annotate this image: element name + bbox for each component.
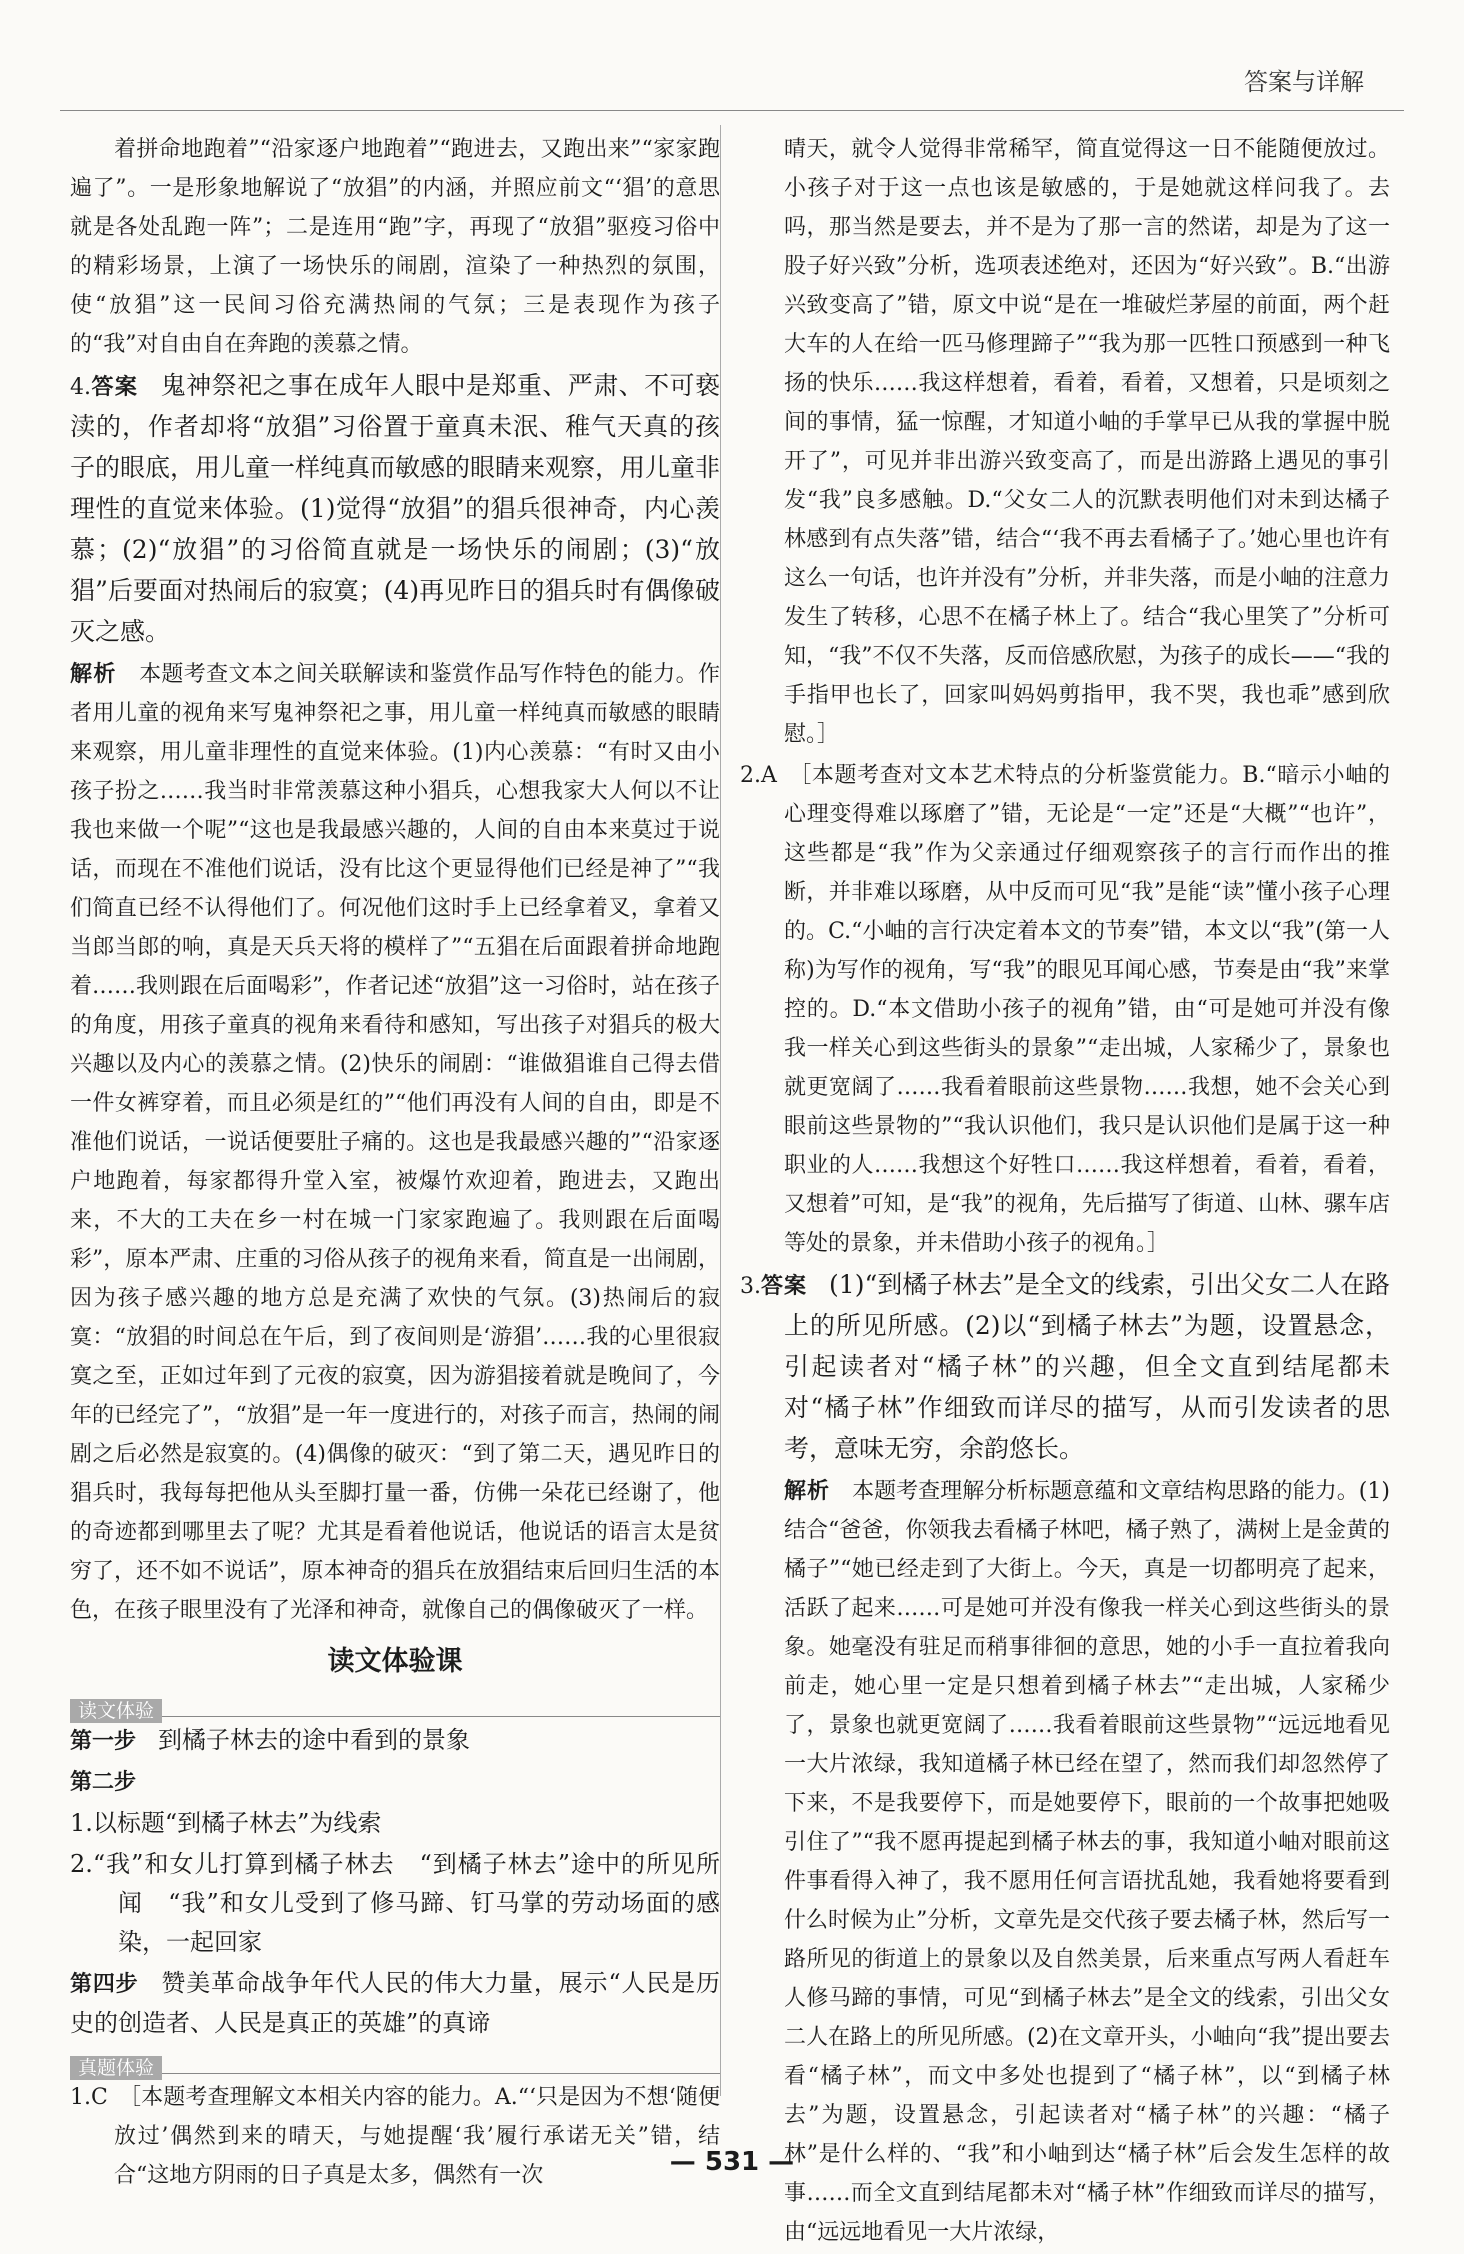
analysis-label: 解析 — [784, 1479, 831, 1504]
step-2-title: 第二步 — [70, 1770, 137, 1795]
question-4-answer-text: 鬼神祭祀之事在成年人眼中是郑重、严肃、不可亵渎的，作者却将“放猖”习俗置于童真未泯、稚气天真的孩子的眼底，用儿童一样纯真而敏感的眼睛来观察，用儿童非理性的直觉来体验。(1)觉得“放猖”的猖兵很神奇，内心羡慕；(2)“放猖”的习俗简直就是一场快乐的闹剧；(3)“放猖”后要面对热闹后的寂寞；(4)再见昨日的猖兵时有偶像破灭之感。 — [70, 371, 721, 646]
header-rule — [60, 110, 1404, 111]
tag-exam-experience: 真题体验 — [70, 2056, 162, 2080]
page-number: — 531 — — [669, 2147, 795, 2177]
tag-row-exam — [70, 2048, 720, 2079]
question-3-number: 3. — [740, 1274, 761, 1299]
question-3-analysis — [740, 1472, 1390, 2252]
question-3-analysis-text: 本题考查理解分析标题意蕴和文章结构思路的能力。(1)结合“爸爸，你领我去看橘子林吧，橘子熟了，满树上是金黄的橘子”“她已经走到了大街上。今天，真是一切都明亮了起来，活跃了起来……可是她可并没有像我一样关心到这些街头的景象。她毫没有驻足而稍事徘徊的意思，她的小手一直拉着我向前走，她心里一定是只想着到橘子林去”“走出城，人家稀少了，景象也就更宽阔了……我看着眼前这些景物”“远远地看见一大片浓绿，我知道橘子林已经在望了，然而我们却忽然停了下来，不是我要停下，而是她要停下，眼前的一个故事把她吸引住了”“我不愿再提起到橘子林去的事，我知道小岫对眼前这件事看得入神了，我不愿用任何言语扰乱她，我看她将要看到什么时候为止”分析，文章先是交代孩子要去橘子林，然后写一路所见的街道上的景象以及自然美景，后来重点写两人看赶车人修马蹄的事情，可见“到橘子林去”是全文的线索，引出父女二人在路上的所见所感。(2)在文章开头，小岫向“我”提出要去看“橘子林”，而文中多处也提到了“橘子林”，以“到橘子林去”为题，设置悬念，引起读者对“橘子林”的兴趣：“橘子林”是什么样的、“我”和小岫到达“橘子林”后会发生怎样的故事……而全文直到结尾都未对“橘子林”作细致而详尽的描写，由“远远地看见一大片浓绿， — [784, 1479, 1390, 2245]
step-2-item-1: 1.以标题“到橘子林去”为线索 — [70, 1809, 382, 1837]
tag-row-reading — [70, 1691, 720, 1722]
column-divider — [720, 125, 721, 2096]
answer-label: 答案 — [91, 375, 139, 400]
question-4-number: 4. — [70, 375, 91, 400]
step-4-title: 第四步 — [70, 1972, 139, 1997]
right-paragraph-1: 晴天，就令人觉得非常稀罕，简直觉得这一日不能随便放过。小孩子对于这一点也该是敏感的，于是她就这样问我了。去吗，那当然是要去，并不是为了那一言的然诺，却是为了这一股子好兴致”分析，选项表述绝对，还因为“好兴致”。B.“出游兴致变高了”错，原文中说“是在一堆破烂茅屋的前面，两个赶大车的人在给一匹马修理蹄子”“我为那一匹牲口预感到一种飞扬的快乐……我这样想着，看着，看着，又想着，只是顷刻之间的事情，猛一惊醒，才知道小岫的手掌早已从我的掌握中脱开了”，可见并非出游兴致变高了，而是出游路上遇见的事引发“我”良多感触。D.“父女二人的沉默表明他们对未到达橘子林感到有点失落”错，结合“‘我不再去看橘子了。’她心里也许有这么一句话，也许并没有”分析，并非失落，而是小岫的注意力发生了转移，心思不在橘子林上了。结合“我心里笑了”分析可知，“我”不仅不失落，反而倍感欣慰，为孩子的成长——“我的手指甲也长了，回家叫妈妈剪指甲，我不哭，我也乖”感到欣慰。］ — [784, 137, 1390, 747]
step-4-text: 赞美革命战争年代人民的伟大力量，展示“人民是历史的创造者、人民是真正的英雄”的真谛 — [70, 1969, 720, 2037]
question-1-text: ［本题考查理解文本相关内容的能力。A.“‘只是因为不想‘随便放过’偶然到来的晴天，与她提醒‘我’履行承诺无关”错，结合“这地方阴雨的日子真是太多，偶然有一次 — [114, 2085, 720, 2188]
question-1-number: 1.C — [70, 2085, 108, 2110]
page-header-title: 答案与详解 — [1244, 68, 1364, 96]
right-column — [740, 130, 1390, 2254]
left-paragraph-1: 着拼命地跑着”“沿家逐户地跑着”“跑进去，又跑出来”“家家跑遍了”。一是形象地解说了“放猖”的内涵，并照应前文“‘猖’的意思就是各处乱跑一阵”；二是连用“跑”字，再现了“放猖”驱疫习俗中的精彩场景，上演了一场快乐的闹剧，渲染了一种热烈的氛围，使“放猖”这一民间习俗充满热闹的气氛；三是表现作为孩子的“我”对自由自在奔跑的羡慕之情。 — [70, 137, 720, 357]
question-4-answer — [70, 366, 720, 653]
answer-label: 答案 — [761, 1274, 808, 1299]
question-4-analysis-text: 本题考查文本之间关联解读和鉴赏作品写作特色的能力。作者用儿童的视角来写鬼神祭祀之事，用儿童一样纯真而敏感的眼睛来观察，用儿童非理性的直觉来体验。(1)内心羡慕：“有时又由小孩子扮之……我当时非常羡慕这种小猖兵，心想我家大人何以不让我也来做一个呢”“这也是我最感兴趣的，人间的自由本来莫过于说话，而现在不准他们说话，没有比这个更显得他们已经是神了”“我们简直已经不认得他们了。何况他们这时手上已经拿着叉，拿着又当郎当郎的响，真是天兵天将的模样了”“五猖在后面跟着拼命地跑着……我则跟在后面喝彩”，作者记述“放猖”这一习俗时，站在孩子的角度，用孩子童真的视角来看待和感知，写出孩子对猖兵的极大兴趣以及内心的羡慕之情。(2)快乐的闹剧：“谁做猖谁自己得去借一件女裤穿着，而且必须是红的”“他们再没有人间的自由，即是不准他们说话，一说话便要肚子痛的。这也是我最感兴趣的”“沿家逐户地跑着，每家都得升堂入室，被爆竹欢迎着，跑进去，又跑出来，不大的工夫在乡一村在城一门家家跑遍了。我则跟在后面喝彩”，原本严肃、庄重的习俗从孩子的视角来看，简直是一出闹剧，因为孩子感兴趣的地方总是充满了欢快的气氛。(3)热闹后的寂寞：“放猖的时间总在午后，到了夜间则是‘游猖’……我的心里很寂寞之至，正如过年到了元夜的寂寞，因为游猖接着就是晚间了，今年的已经完了”，“放猖”是一年一度进行的，对孩子而言，热闹的闹剧之后必然是寂寞的。(4)偶像的破灭：“到了第二天，遇见昨日的猖兵时，我每每把他从头至脚打量一番，仿佛一朵花已经谢了，他的奇迹都到哪里去了呢？尤其是看着他说话，他说话的语言太是贫穷了，还不如不说话”，原本神奇的猖兵在放猖结束后回归生活的本色，在孩子眼里没有了光泽和神奇，就像自己的偶像破灭了一样。 — [70, 662, 720, 1623]
step-1-text: 到橘子林去的途中看到的景象 — [158, 1726, 471, 1754]
question-2-text: ［本题考查对文本艺术特点的分析鉴赏能力。B.“暗示小岫的心理变得难以琢磨了”错，无论是“一定”还是“大概”“也许”，这些都是“我”作为父亲通过仔细观察孩子的言行而作出的推断，并非难以琢磨，从中反而可见“我”是能“读”懂小孩子心理的。C.“小岫的言行决定着本文的节奏”错，本文以“我”(第一人称)为写作的视角，写“我”的眼见耳闻心感，节奏是由“我”来掌控的。D.“本文借助小孩子的视角”错，由“可是她可并没有像我一样关心到这些街头的景象”“走出城，人家稀少了，景象也就更宽阔了……我看着眼前这些景物……我想，她不会关心到眼前这些景物的”“我认识他们，我只是认识他们是属于这一种职业的人……我想这个好牲口……我这样想着，看着，看着，又想着”可知，是“我”的视角，先后描写了街道、山林、骡车店等处的景象，并未借助小孩子的视角。］ — [784, 763, 1390, 1256]
section-title: 读文体验课 — [327, 1646, 463, 1677]
step-2 — [70, 1763, 720, 1802]
step-1 — [70, 1721, 720, 1761]
step-2-item-2: 2.“我”和女儿打算到橘子林去 “到橘子林去”途中的所见所闻 “我”和女儿受到了修马蹄、钉马掌的劳动场面的感染，一起回家 — [70, 1850, 720, 1956]
question-1 — [70, 2078, 720, 2195]
analysis-label: 解析 — [70, 662, 117, 687]
question-3-answer-text: (1)“到橘子林去”是全文的线索，引出父女二人在路上的所见所感。(2)以“到橘子林去”为题，设置悬念，引起读者对“橘子林”的兴趣，但全文直到结尾都未对“橘子林”作细致而详尽的描写，从而引发读者的思考，意味无穷，余韵悠长。 — [784, 1270, 1391, 1463]
step-1-title: 第一步 — [70, 1729, 137, 1754]
question-2-number: 2.A — [740, 763, 777, 788]
step-4 — [70, 1964, 720, 2044]
question-2 — [740, 756, 1390, 1263]
left-column — [70, 130, 720, 2197]
question-3-answer — [740, 1265, 1390, 1470]
question-4-analysis — [70, 655, 720, 1630]
tag-reading-experience: 读文体验 — [70, 1699, 162, 1723]
